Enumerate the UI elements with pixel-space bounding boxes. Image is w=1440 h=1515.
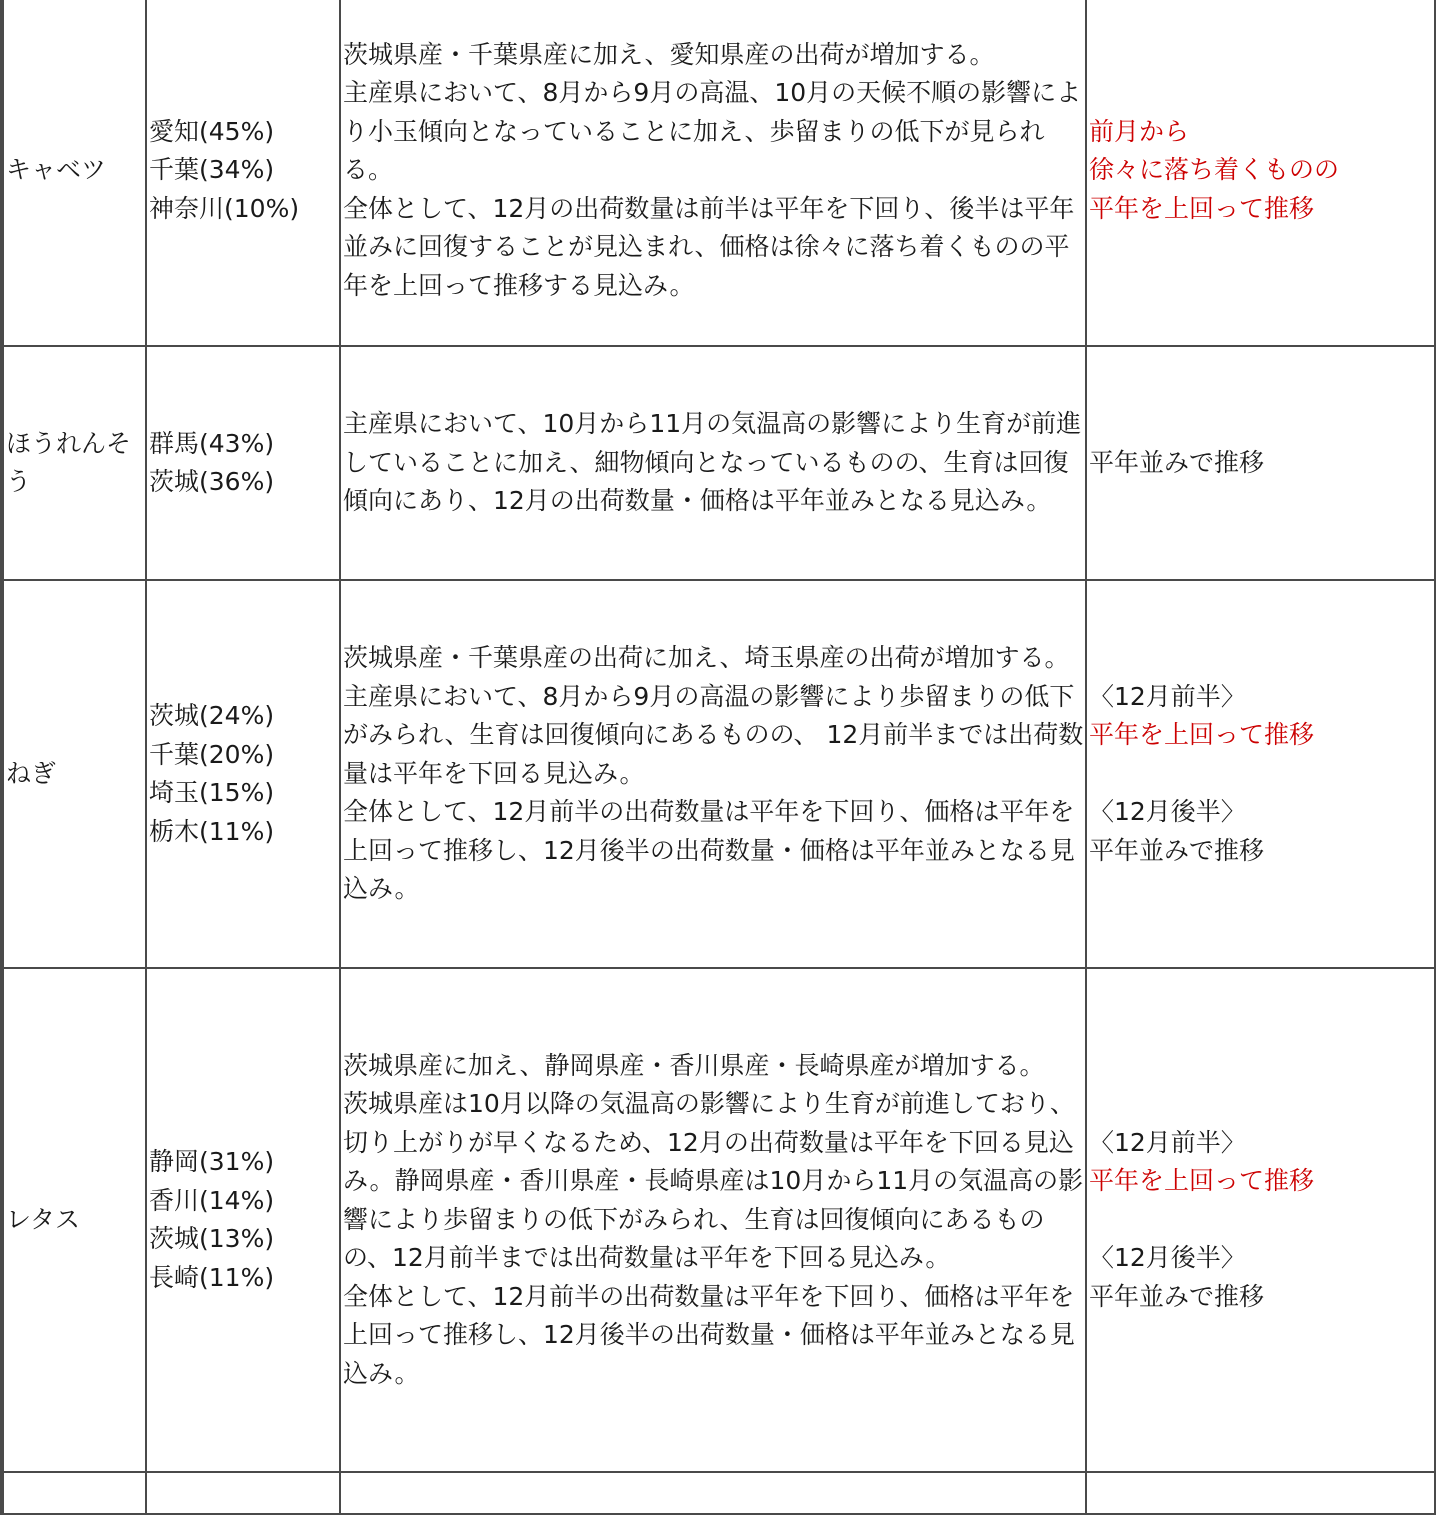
description-paragraph: 全体として、12月前半の出荷数量は平年を下回り、価格は平年を上回って推移し、12月後半の出荷数量・価格は平年並みとなる見込み。	[343, 1281, 1075, 1388]
item-name: ほうれんそ	[6, 428, 132, 458]
outlook-text: 平年並みで推移	[1089, 835, 1265, 865]
producer-share: 神奈川(10%)	[149, 193, 300, 223]
description-cell	[340, 580, 1086, 968]
producer-share: 長崎(11%)	[149, 1262, 275, 1292]
producer-share: 愛知(45%)	[149, 116, 275, 146]
outlook-cell	[1086, 968, 1435, 1472]
item-name-continued: う	[6, 467, 32, 496]
producer-share: 群馬(43%)	[149, 428, 275, 458]
producer-share: 千葉(34%)	[149, 155, 275, 185]
outlook-text: 平年を上回って推移	[1089, 720, 1315, 750]
item-name: キャベツ	[6, 155, 107, 185]
spacer	[1089, 755, 1434, 794]
description-paragraph: 全体として、12月前半の出荷数量は平年を下回り、価格は平年を上回って推移し、12月後半の出荷数量・価格は平年並みとなる見込み。	[343, 797, 1075, 904]
table-row-partial	[3, 1472, 1435, 1514]
item-cell	[3, 346, 146, 580]
description-paragraph: 茨城県産・千葉県産の出荷に加え、埼玉県産の出荷が増加する。	[343, 643, 1070, 673]
producer-share: 香川(14%)	[149, 1185, 275, 1215]
description-cell	[340, 968, 1086, 1472]
producer-share: 埼玉(15%)	[149, 778, 275, 807]
description-paragraph: 全体として、12月の出荷数量は前半は平年を下回り、後半は平年並みに回復することが見込まれ、価格は徐々に落ち着くものの平年を上回って推移する見込み。	[343, 193, 1075, 300]
description-cell	[340, 0, 1086, 346]
item-name: ねぎ	[6, 758, 57, 788]
producers-cell	[146, 580, 340, 968]
description-paragraph: 茨城県産に加え、静岡県産・香川県産・長崎県産が増加する。	[343, 1050, 1045, 1080]
period-label: 〈12月後半〉	[1089, 1243, 1246, 1273]
table-row-spinach	[3, 346, 1435, 580]
description-paragraph: 茨城県産・千葉県産に加え、愛知県産の出荷が増加する。	[343, 39, 995, 69]
item-name: レタス	[6, 1204, 81, 1234]
item-cell	[3, 0, 146, 346]
spacer	[1089, 1201, 1434, 1240]
producers-cell	[146, 968, 340, 1472]
table-row-cabbage	[3, 0, 1435, 346]
description-paragraph: 主産県において、8月から9月の高温の影響により歩留まりの低下がみられ、生育は回復傾向にあるものの、 12月前半までは出荷数量は平年を下回る見込み。	[343, 681, 1084, 788]
outlook-text: 前月から	[1089, 116, 1190, 146]
description-cell	[340, 346, 1086, 580]
producers-cell	[146, 346, 340, 580]
outlook-cell	[1086, 580, 1435, 968]
producer-share: 静岡(31%)	[149, 1147, 275, 1176]
producers-cell	[146, 0, 340, 346]
producer-share: 千葉(20%)	[149, 739, 275, 769]
description-paragraph: 茨城県産は10月以降の気温高の影響により生育が前進しており、切り上がりが早くなるため、12月の出荷数量は平年を下回る見込み。静岡県産・香川県産・長崎県産は10月から11月の気温高の影響により歩留まりの低下がみられ、生育は回復傾向にあるものの、12月前半までは出荷数量は平年を下回る見込み。	[343, 1089, 1084, 1273]
period-label: 〈12月前半〉	[1089, 681, 1246, 711]
table-row-negi	[3, 580, 1435, 968]
producer-share: 茨城(36%)	[149, 467, 275, 496]
outlook-text: 徐々に落ち着くものの	[1089, 155, 1340, 185]
producer-share: 茨城(13%)	[149, 1224, 275, 1253]
outlook-text: 平年並みで推移	[1089, 1281, 1265, 1311]
producer-share: 栃木(11%)	[149, 816, 275, 846]
description-paragraph: 主産県において、8月から9月の高温、10月の天候不順の影響により小玉傾向となっていることに加え、歩留まりの低下が見られる。	[343, 78, 1082, 185]
item-cell	[3, 580, 146, 968]
producer-share: 茨城(24%)	[149, 701, 275, 730]
period-label: 〈12月前半〉	[1089, 1127, 1246, 1157]
outlook-text: 平年を上回って推移	[1089, 193, 1315, 223]
table-row-lettuce	[3, 968, 1435, 1472]
outlook-cell	[1086, 0, 1435, 346]
outlook-text: 平年を上回って推移	[1089, 1166, 1315, 1196]
vegetable-outlook-table	[2, 0, 1436, 1515]
item-cell	[3, 968, 146, 1472]
description-paragraph: 主産県において、10月から11月の気温高の影響により生育が前進していることに加え、細物傾向となっているものの、生育は回復傾向にあり、12月の出荷数量・価格は平年並みとなる見込み。	[343, 409, 1082, 516]
outlook-cell	[1086, 346, 1435, 580]
outlook-text: 平年並みで推移	[1089, 447, 1265, 477]
empty-cell	[146, 1472, 340, 1514]
empty-cell	[1086, 1472, 1435, 1514]
empty-cell	[3, 1472, 146, 1514]
empty-cell	[340, 1472, 1086, 1514]
period-label: 〈12月後半〉	[1089, 797, 1246, 827]
